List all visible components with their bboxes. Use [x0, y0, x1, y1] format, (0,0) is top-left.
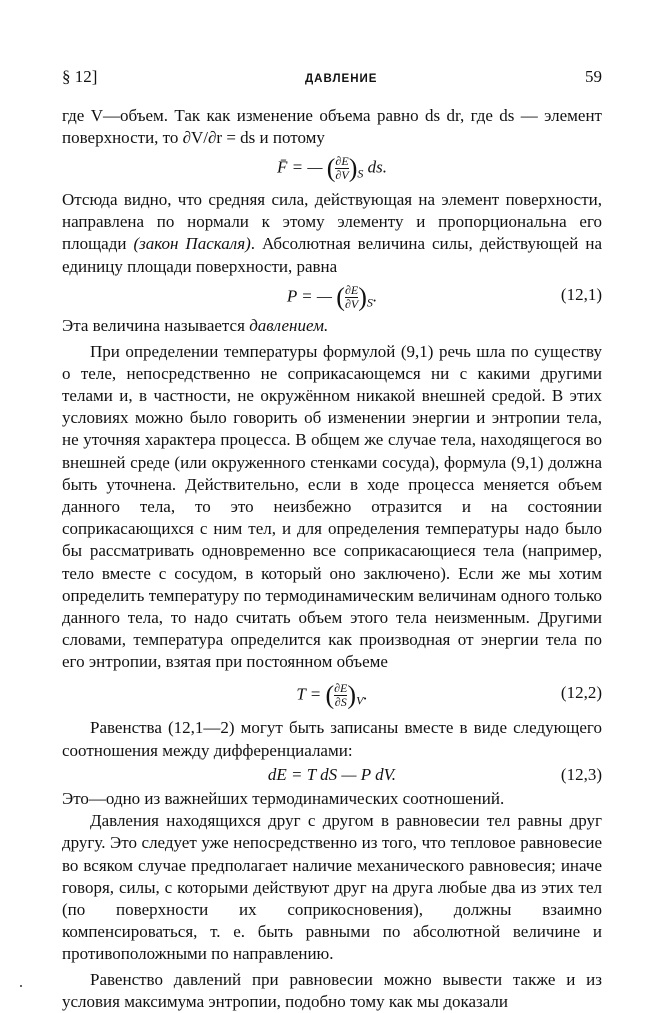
eq-force-lhs: F̄ = — — [277, 157, 323, 177]
equation-12-1: P = — ( $\frac{\partial E}{\partial V}$ )$_S$. (12,1) — [286, 282, 602, 312]
frac-denominator: ∂V — [344, 296, 359, 311]
eq-121-sub: S — [366, 295, 373, 310]
frac-numerator: ∂E — [344, 282, 359, 297]
eq-121-frac — [345, 284, 358, 311]
paragraph-key-relation: Это—одно из важнейших термодинамических соотношений. — [62, 788, 505, 808]
equation-number-12-3: (12,3) — [560, 764, 602, 784]
running-header — [62, 66, 602, 88]
eq-122-lhs: T = — [296, 684, 322, 704]
eq-force-rhs: ds. — [367, 157, 387, 177]
page-speck — [20, 985, 22, 987]
eq-122-frac — [334, 682, 347, 709]
page-number: 59 — [584, 67, 602, 86]
eq-122-rhs: . — [363, 684, 368, 704]
pressure-term-italic: давлением. — [249, 316, 329, 336]
section-marker: § 12] — [62, 67, 98, 86]
paragraph-equilibrium: Давления находящихся друг с другом в равновесии тел равны друг другу. Это следует уже непосредственно из того, что тепловое равновесие во всяком случае предполагает наличие механического равновесия; иначе говоря, силы, с которыми действуют друг на друга любые два из этих тел (по поверхности их соприкосновения), должны взаимно компенсироваться, т. е. быть равными по абсолютной величине и противоположными по направлению. — [62, 811, 602, 964]
eq-122-sub: V — [356, 693, 364, 708]
frac-denominator: ∂S — [334, 694, 347, 709]
paragraph-equalities: Равенства (12,1—2) могут быть записаны вместе в виде следующего соотношения между дифференциалами: — [62, 718, 602, 760]
paragraph-pascal — [62, 189, 602, 278]
paragraph-temperature: При определении температуры формулой (9,1) речь шла по существу о теле, непосредственно не соприкасающемся ни с какими другими телами и, в частности, не окружённом никакой внешней средой. В этих условиях можно было говорить об изменении энергии и энтропии тела, не уточняя характера процесса. В общем же случае тела, находящегося во внешней среде (или окруженного стенками сосуда), формула (9,1) должна быть уточнена. Действительно, если в ходе процесса меняется объем данного тела, то это неизбежно отразится и на состоянии соприкасающихся с ним тел, и для определения температуры надо было бы рассматривать одновременно все соприкасающиеся тела (например, тело вместе с сосудом, в который оно заключено). Если же мы хотим определить температуру по термодинамическим величинам одного только данного тела, то надо считать объем этого тела неизменным. Другими словами, температура определится как производная от энергии тела по его энтропии, взятая при постоянном объеме — [62, 341, 602, 672]
paragraph-volume: где V—объем. Так как изменение объема равно ds dr, где ds — элемент поверхности, то ∂V/∂r = ds и потому — [62, 106, 602, 148]
equation-12-3 — [62, 764, 602, 786]
equation-12-2: T = ( $\frac{\partial E}{\partial S}$ )$_V$. (12,2) — [296, 680, 602, 710]
paragraph-pressure-def — [62, 315, 602, 337]
eq-121-rhs: . — [372, 286, 378, 306]
equation-force: F̄ = — ( $\frac{\partial E}{\partial V}$ )$_S$ ds. — [277, 153, 387, 183]
frac-denominator: ∂V — [335, 168, 349, 183]
eq-force-sub: S — [357, 166, 364, 181]
book-page — [62, 66, 602, 1013]
equation-number-12-2: (12,2) — [560, 682, 602, 702]
eq-121-lhs: P = — — [286, 286, 333, 306]
frac-numerator: ∂E — [335, 154, 349, 169]
frac-numerator: ∂E — [334, 680, 348, 695]
pascal-law-italic: (закон Паскаля) — [133, 234, 251, 254]
pressure-text: Эта величина называется — [62, 316, 245, 336]
pascal-text-2: . Абсолютная величина силы, действующей на единицу площади поверхности, равна — [62, 234, 603, 276]
eq-123-expr: dE = T dS — P dV. — [267, 764, 397, 784]
pascal-text-1: Отсюда видно, что средняя сила, действующая на элемент поверхности, направлена по нормали к этому элементу и пропорциональна его площади — [62, 190, 602, 254]
equation-number-12-1: (12,1) — [560, 284, 602, 304]
paragraph-entropy-max: Равенство давлений при равновесии можно вывести также и из условия максимума энтропии, подобно тому как мы доказали — [62, 969, 602, 1011]
running-title: ДАВЛЕНИЕ — [304, 73, 378, 85]
eq-force-frac — [335, 155, 348, 182]
